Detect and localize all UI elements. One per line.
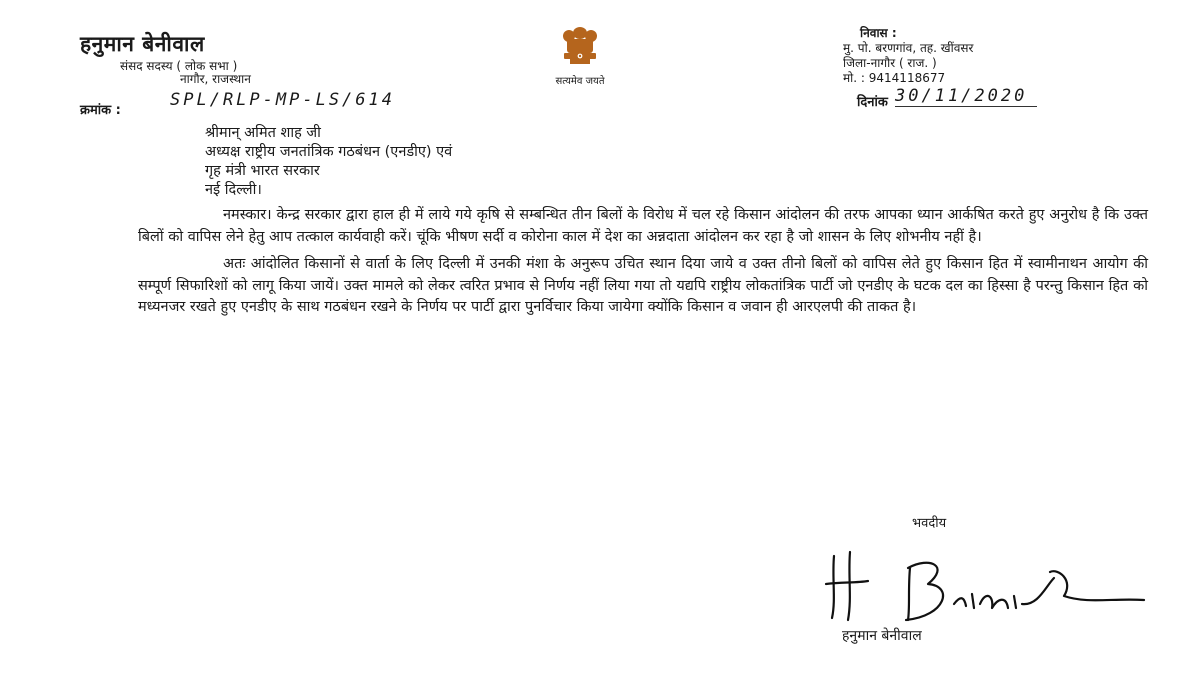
signer-name: हनुमान बेनीवाल [842, 628, 922, 644]
residence-phone: मो. : 9414118677 [843, 71, 946, 85]
residence-address-line1: मु. पो. बरणगांव, तह. खींवसर [843, 41, 974, 55]
handwritten-signature [822, 538, 1152, 628]
reference-number: SPL/RLP-MP-LS/614 [170, 90, 395, 110]
residence-title: निवास : [860, 26, 897, 40]
recipient-block [205, 124, 452, 200]
national-emblem [535, 25, 625, 85]
emblem-icon [558, 25, 602, 71]
recipient-city: नई दिल्ली। [205, 182, 262, 198]
date-value: 30/11/2020 [895, 86, 1037, 107]
emblem-motto: सत्यमेव जयते [555, 76, 605, 87]
letter-body [138, 205, 1148, 325]
body-paragraph-1: नमस्कार। केन्द्र सरकार द्वारा हाल ही में लाये गये कृषि से सम्बन्धित तीन बिलों के विरोध में चल रहे किसान आंदोलन की तरफ आपका ध्यान आर्कषित करते हुए अनुरोध है कि उक्त बिलों को वापिस लेने हेतु आप तत्काल कार्यवाही करें। चूंकि भीषण सर्दी व कोरोना काल में देश का अन्नदाता आंदोलन कर रहा है जो शासन के लिए शोभनीय नहीं है। [138, 207, 1148, 245]
reference-label: क्रमांक : [80, 103, 121, 118]
recipient-title-2: गृह मंत्री भारत सरकार [205, 163, 320, 179]
closing-salutation: भवदीय [912, 516, 947, 531]
sender-name: हनुमान बेनीवाल [80, 32, 205, 56]
residence-address-line2: जिला-नागौर ( राज. ) [843, 56, 937, 70]
body-paragraph-2: अतः आंदोलित किसानों से वार्ता के लिए दिल्ली में उनकी मंशा के अनुरूप उचित स्थान दिया जाये व उक्त तीनो बिलों को वापिस लेते हुए किसान हित में स्वामीनाथन आयोग की सम्पूर्ण सिफारिशों को लागू किया जायें। उक्त मामले को लेकर त्वरित प्रभाव से निर्णय नहीं लिया गया तो यद्यपि राष्ट्रीय लोकतांत्रिक पार्टी जो एनडीए के घटक दल का हिस्सा है परन्तु किसान हित को मध्यनजर रखते हुए एनडीए के साथ गठबंधन रखने के निर्णय पर पार्टी द्वारा पुनर्विचार किया जायेगा क्योंकि किसान व जवान ही आरएलपी की ताकत है। [138, 256, 1148, 316]
recipient-name: श्रीमान् अमित शाह जी [205, 125, 321, 141]
sender-location: नागौर, राजस्थान [180, 72, 251, 86]
recipient-title-1: अध्यक्ष राष्ट्रीय जनतांत्रिक गठबंधन (एनडीए) एवं [205, 144, 453, 160]
date-label: दिनांक [857, 95, 888, 110]
sender-designation: संसद सदस्य ( लोक सभा ) [120, 59, 238, 73]
